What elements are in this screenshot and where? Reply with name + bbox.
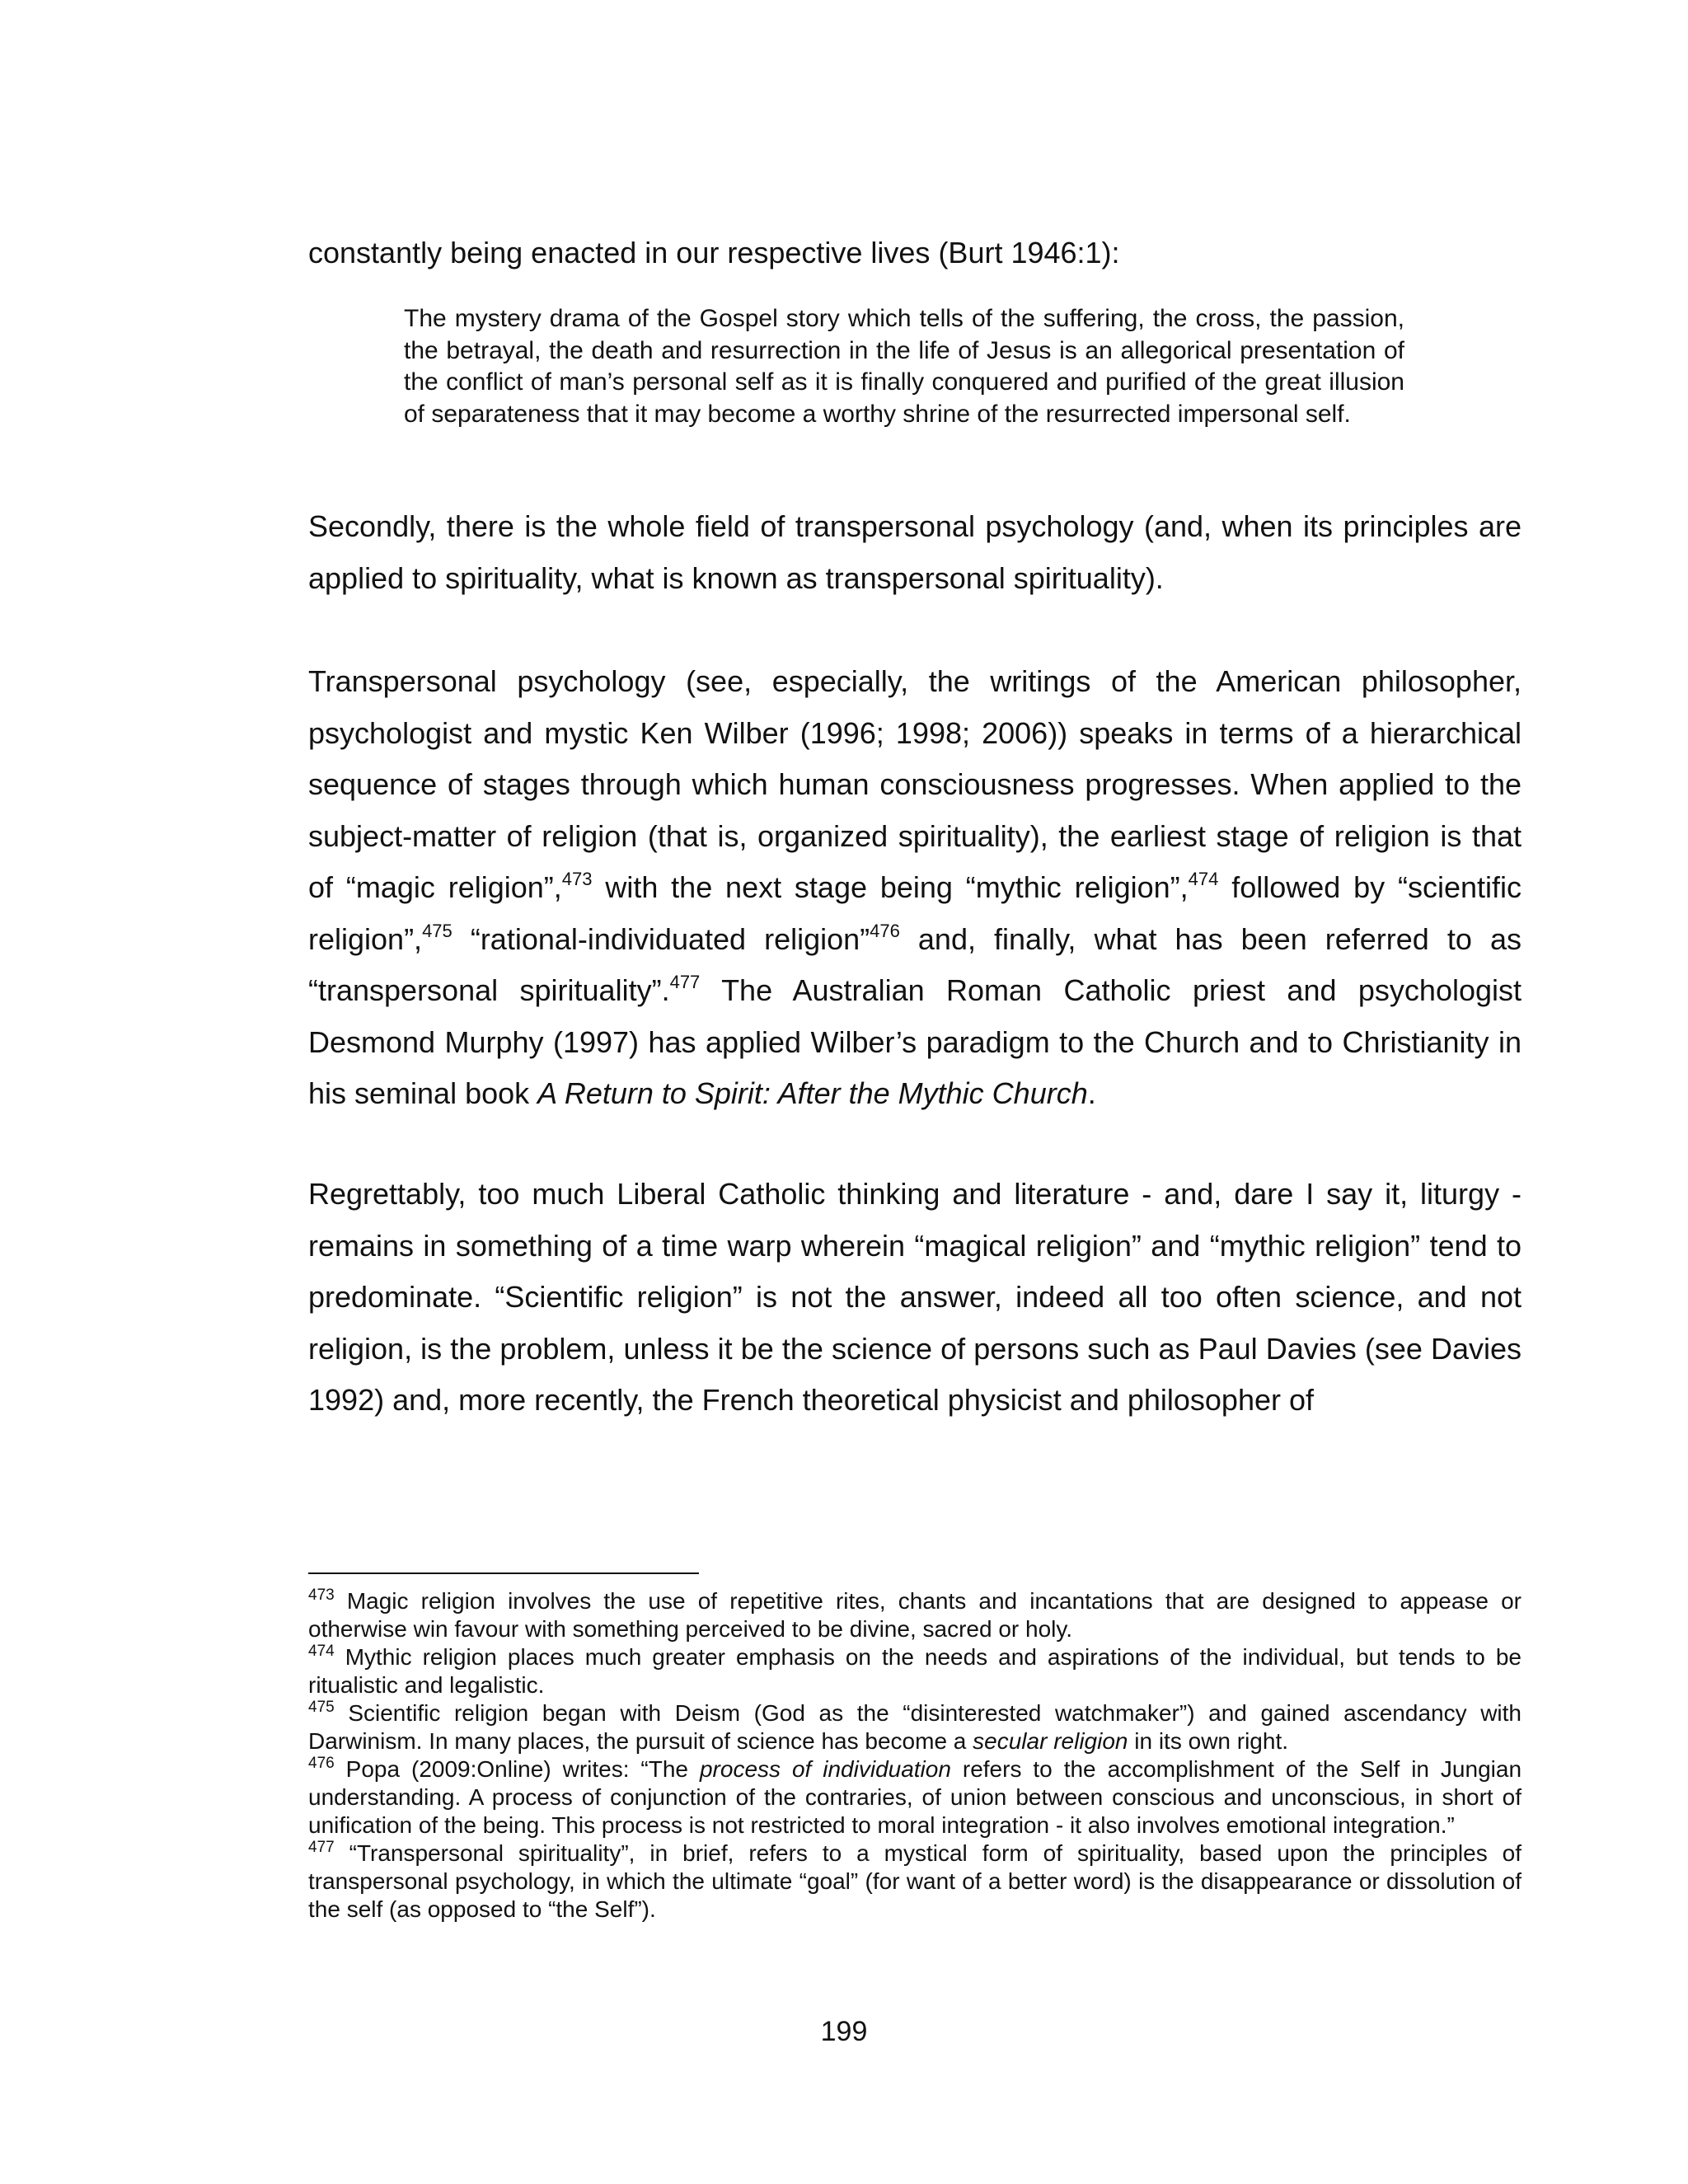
paragraph-3 <box>308 656 1522 1120</box>
paragraph-4: Regrettably, too much Liberal Catholic thinking and literature - and, dare I say it, liturgy - remains in something of a time warp wherein “magical religion” and “mythic religion” tend to predominate. “Scientific religion” is not the answer, indeed all too often science, and not religion, is the problem, unless it be the science of persons such as Paul Davies (see Davies 1992) and, more recently, the French theoretical physicist and philosopher of <box>308 1177 1522 1417</box>
p3-text-3: followed by “scientific religion”, <box>308 870 1522 956</box>
footnote-number: 475 <box>308 1698 335 1716</box>
footnote-473 <box>308 1587 1522 1643</box>
footnote-ref-477[interactable]: 477 <box>669 972 701 992</box>
footnote-475 <box>308 1699 1522 1755</box>
p3-text-4: “rational-individuated religion” <box>452 921 870 956</box>
footnotes <box>308 1587 1522 1924</box>
footnote-number: 474 <box>308 1642 335 1660</box>
footnote-separator <box>308 1572 699 1574</box>
footnote-text: in its own right. <box>1128 1728 1289 1754</box>
footnote-number: 473 <box>308 1586 335 1604</box>
footnote-477 <box>308 1840 1522 1924</box>
page-number: 199 <box>820 2016 868 2047</box>
footnote-476 <box>308 1755 1522 1840</box>
footnote-text: Magic religion involves the use of repetitive rites, chants and incantations that are designed to appease or otherwise win favour with something perceived to be divine, sacred or holy. <box>308 1588 1522 1642</box>
paragraph-2: Secondly, there is the whole field of transpersonal psychology (and, when its principles are applied to spirituality, what is known as transpersonal spirituality). <box>308 509 1522 595</box>
footnote-474 <box>308 1643 1522 1699</box>
footnote-text: Mythic religion places much greater emphasis on the needs and aspirations of the individual, but tends to be ritualistic and legalistic. <box>308 1644 1522 1698</box>
footnote-italic: process of individuation <box>699 1756 951 1782</box>
footnote-italic: secular religion <box>973 1728 1128 1754</box>
p3-text-2: with the next stage being “mythic religion”, <box>592 870 1189 904</box>
footnote-text: refers to the accomplishment of the Self in Jungian understanding. A process of conjunction of the contraries, of union between conscious and unconscious, in short of unification of the being. This process is not restricted to moral integration - it also involves emotional integration.” <box>308 1756 1522 1838</box>
footnote-number: 477 <box>308 1838 335 1856</box>
footnote-text: Scientific religion began with Deism (God as the “disinterested watchmaker”) and gained ascendancy with Darwinism. In many places, the pursuit of science has become a <box>308 1700 1522 1754</box>
footnote-ref-476[interactable]: 476 <box>870 920 900 941</box>
p3-text-1: Transpersonal psychology (see, especially, the writings of the American philosopher, psychologist and mystic Ken Wilber (1996; 1998; 2006)) speaks in terms of a hierarchical sequence of stages through which human consciousness progresses. When applied to the subject-matter of religion (that is, organized spirituality), the earliest stage of religion is that of “magic religion”, <box>308 664 1522 904</box>
p3-text-6: The Australian Roman Catholic priest and psychologist Desmond Murphy (1997) has applied Wilber’s paradigm to the Church and to Christianity in his seminal book <box>308 973 1522 1110</box>
footnote-text: Popa (2009:Online) writes: “The <box>334 1756 700 1782</box>
footnote-ref-474[interactable]: 474 <box>1188 869 1219 889</box>
opening-line: constantly being enacted in our respective lives (Burt 1946:1): <box>308 236 1120 269</box>
p3-text-5: and, finally, what has been referred to as “transpersonal spirituality”. <box>308 921 1522 1007</box>
footnote-text: “Transpersonal spirituality”, in brief, refers to a mystical form of spirituality, based upon the principles of transpersonal psychology, in which the ultimate “goal” (for want of a better word) is the disappearance or dissolution of the self (as opposed to “the Self”). <box>308 1840 1522 1922</box>
block-quote: The mystery drama of the Gospel story which tells of the suffering, the cross, the passion, the betrayal, the death and resurrection in the life of Jesus is an allegorical presentation of the conflict of man’s personal self as it is finally conquered and purified of the great illusion of separateness that it may become a worthy shrine of the resurrected impersonal self. <box>404 305 1404 428</box>
footnote-number: 476 <box>308 1754 335 1772</box>
footnote-ref-473[interactable]: 473 <box>561 869 593 889</box>
footnote-ref-475[interactable]: 475 <box>422 920 452 941</box>
p3-text-7: . <box>1087 1076 1096 1110</box>
book-title: A Return to Spirit: After the Mythic Church <box>537 1076 1088 1110</box>
